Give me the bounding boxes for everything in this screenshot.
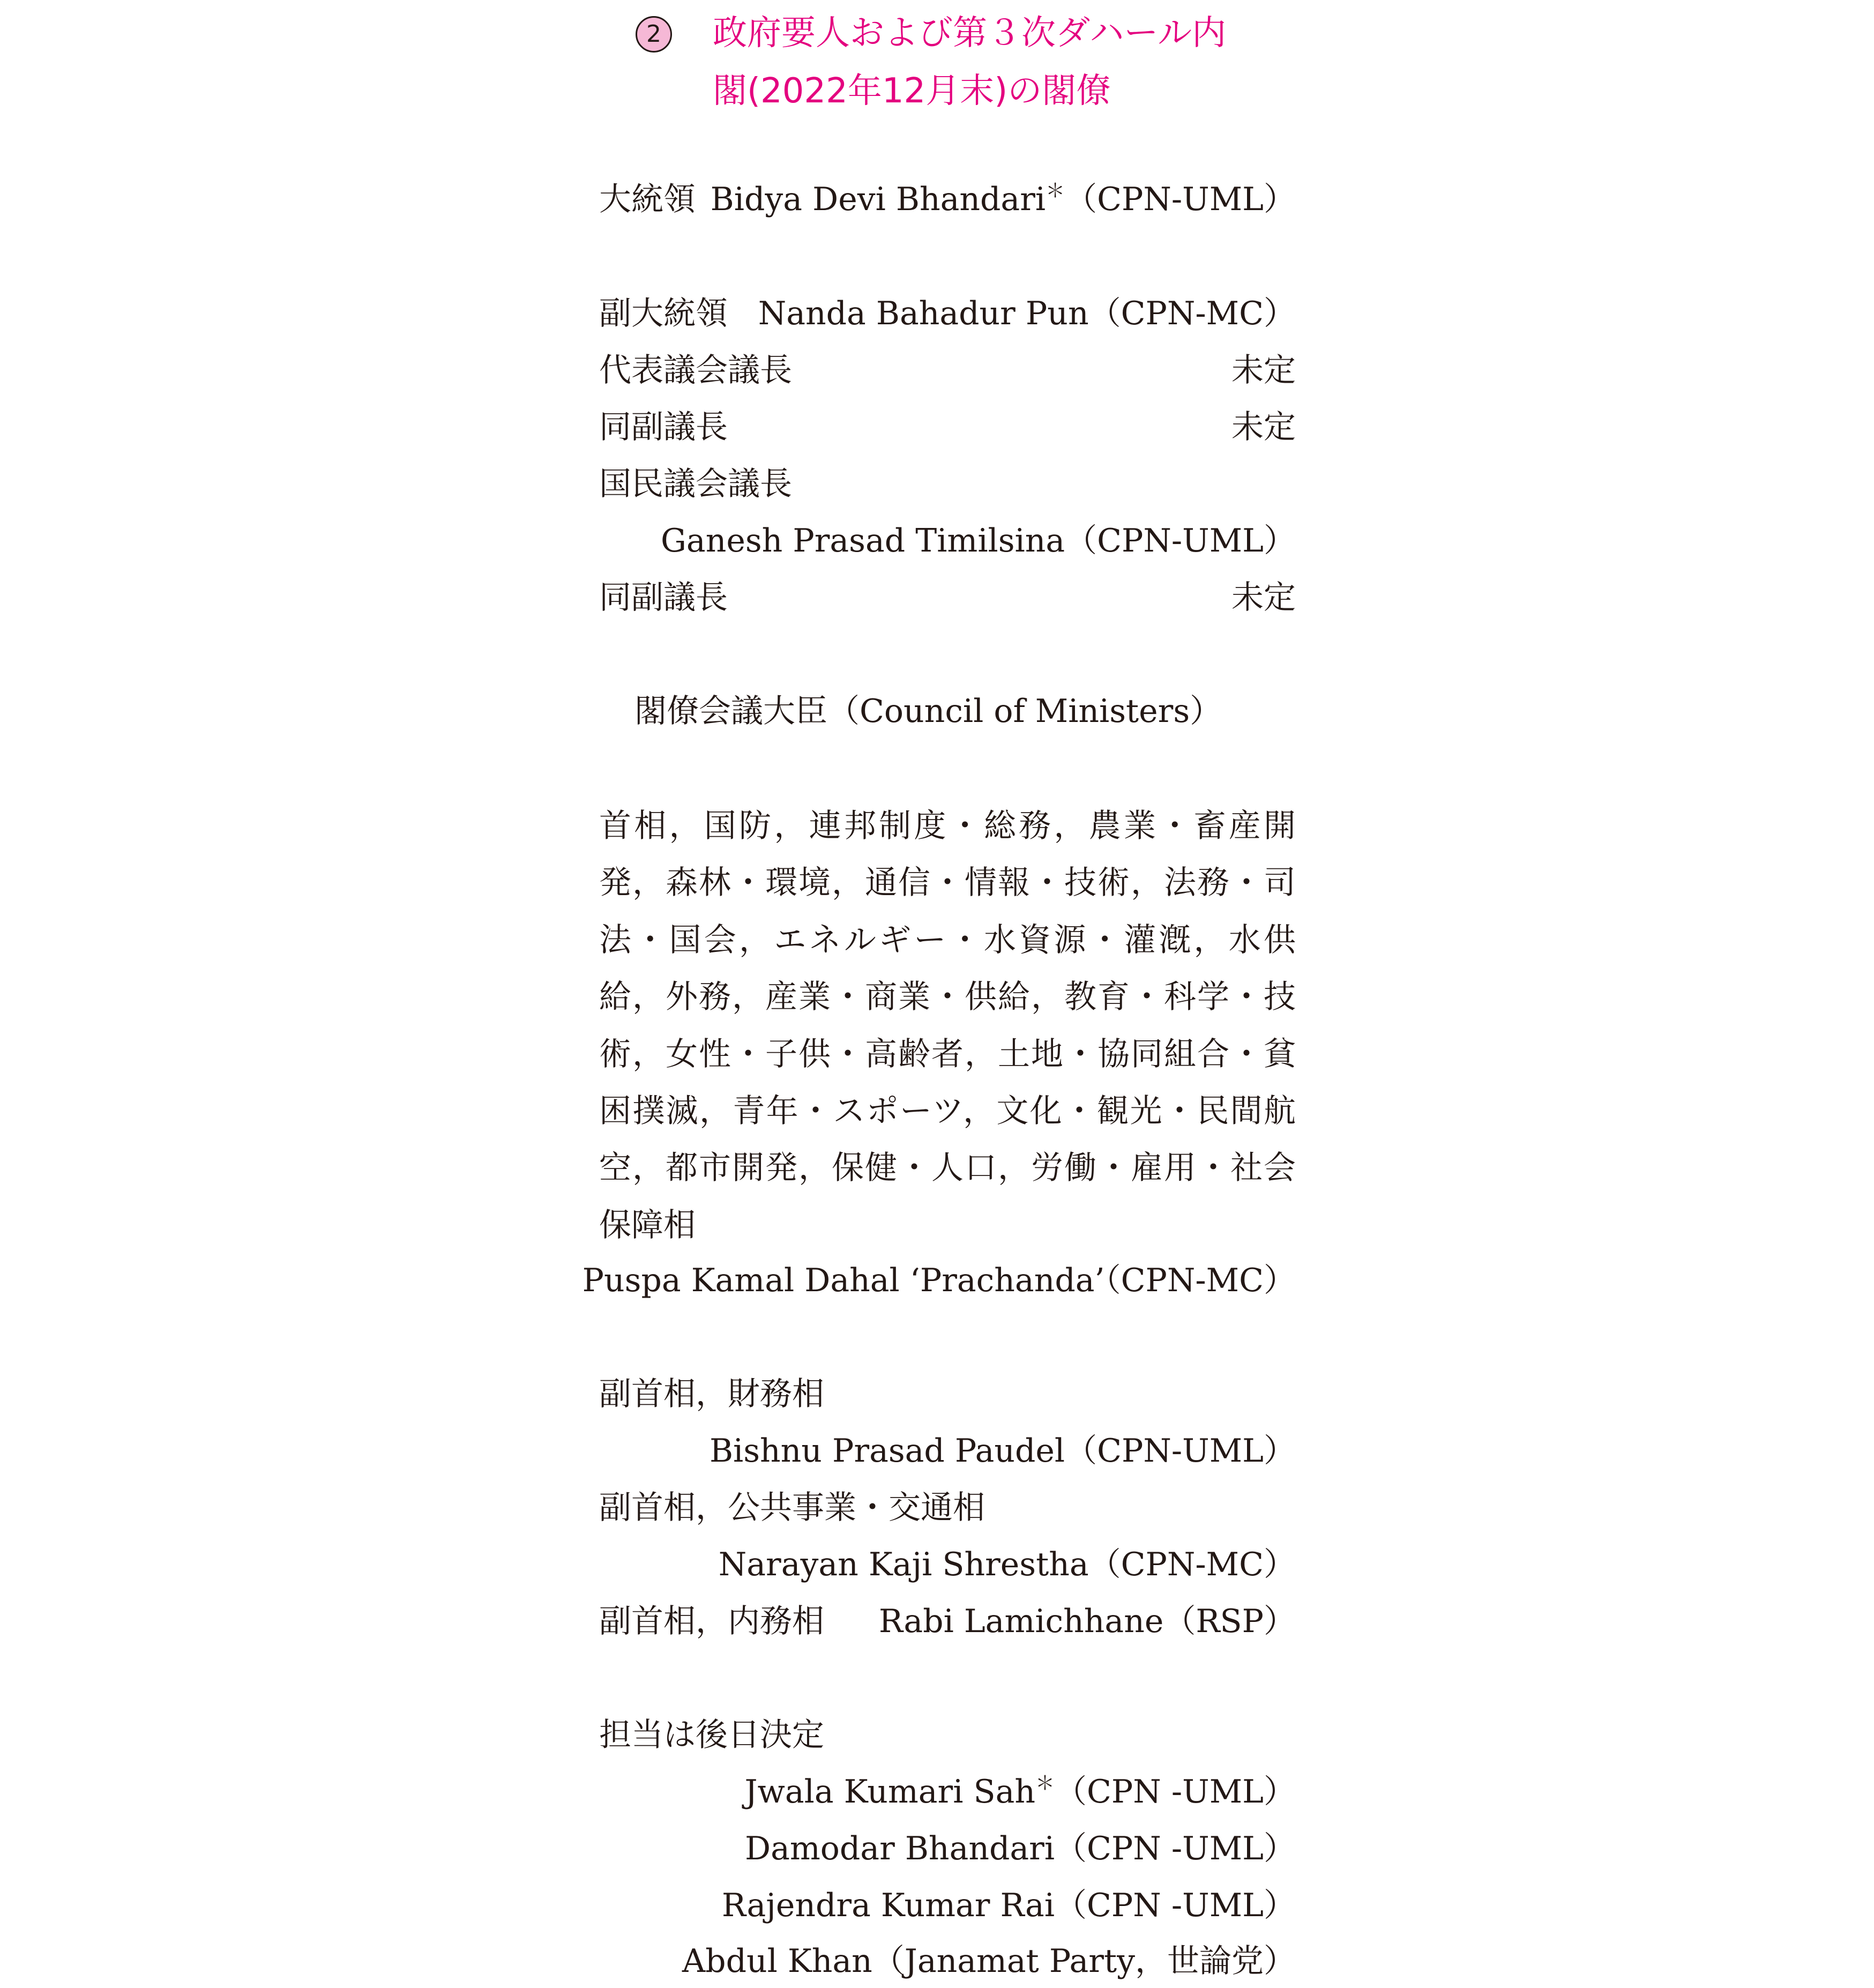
section-title-line1: 政府要人および第３次ダハール内 xyxy=(713,13,1227,53)
tbd-mark-1: ＊ xyxy=(1035,1773,1055,1795)
hor-speaker-row xyxy=(599,344,1296,397)
tbd-name-2: Damodar Bhandari（CPN -UML） xyxy=(745,1830,1296,1867)
section-number-badge: 2 xyxy=(636,16,672,53)
pm-portfolios: 首相，国防，連邦制度・総務，農業・畜産開発，森林・環境，通信・情報・技術，法務・司法・国会，エネルギー・水資源・灌漑，水供給，外務，産業・商業・供給，教育・科学・技術，女性・子供・高齢者，土地・協同組合・貧困撲滅，青年・スポーツ，文化・観光・民間航空，都市開発，保健・人口，労働・雇用・社会保障相 xyxy=(599,807,1296,1244)
na-chair-name: Ganesh Prasad Timilsina（CPN-UML） xyxy=(661,522,1296,560)
dpm-infra-title-row xyxy=(599,1481,1296,1535)
president-title: 大統領 xyxy=(599,181,696,218)
president-mark: ＊ xyxy=(1046,180,1065,202)
tbd-heading-row xyxy=(599,1708,1296,1762)
tbd-row-3 xyxy=(599,1879,1296,1932)
dpm-infra-name: Narayan Kaji Shrestha（CPN-MC） xyxy=(718,1546,1296,1583)
council-heading-row xyxy=(599,684,1296,738)
tbd-heading: 担当は後日決定 xyxy=(599,1716,824,1754)
tbd-name-1: Jwala Kumari Sah xyxy=(744,1773,1035,1811)
na-deputy-title: 同副議長 xyxy=(599,579,728,616)
dpm-infra-name-row xyxy=(599,1538,1296,1591)
hor-deputy-title: 同副議長 xyxy=(599,408,728,446)
pm-name: Puspa Kamal Dahal ‘Prachanda’（CPN-MC） xyxy=(582,1262,1296,1299)
cabinet-document xyxy=(582,0,1296,1988)
na-chair-name-row xyxy=(599,514,1296,568)
council-heading: 閣僚会議大臣（Council of Ministers） xyxy=(634,693,1222,730)
hor-deputy-value: 未定 xyxy=(1231,408,1296,446)
na-deputy-row xyxy=(599,571,1296,624)
hor-speaker-title: 代表議会議長 xyxy=(599,352,792,389)
hor-speaker-value: 未定 xyxy=(1231,352,1296,389)
vice-president-row xyxy=(599,287,1296,340)
tbd-party-1: （CPN -UML） xyxy=(1055,1773,1296,1811)
dpm-finance-name: Bishnu Prasad Paudel（CPN-UML） xyxy=(709,1432,1296,1470)
na-chair-title-row xyxy=(599,457,1296,511)
president-party: （CPN-UML） xyxy=(1065,181,1296,218)
dpm-home-title: 副首相，内務相 xyxy=(599,1603,824,1640)
dpm-infra-title: 副首相，公共事業・交通相 xyxy=(599,1489,985,1527)
president-row xyxy=(599,173,1296,226)
vice-president-title: 副大統領 xyxy=(599,295,728,332)
dpm-home-row xyxy=(599,1595,1296,1648)
tbd-name-4: Abdul Khan（Janamat Party，世論党） xyxy=(682,1942,1296,1980)
dpm-finance-title: 副首相，財務相 xyxy=(599,1375,824,1413)
tbd-name-3: Rajendra Kumar Rai（CPN -UML） xyxy=(721,1887,1296,1924)
section-title-line2: 閣(2022年12月末)の閣僚 xyxy=(713,71,1111,111)
na-chair-title: 国民議会議長 xyxy=(599,465,792,503)
tbd-row-1 xyxy=(599,1765,1296,1819)
vice-president-name: Nanda Bahadur Pun（CPN-MC） xyxy=(758,295,1296,332)
tbd-row-4 xyxy=(599,1934,1296,1988)
dpm-finance-title-row xyxy=(599,1367,1296,1421)
dpm-home-name: Rabi Lamichhane（RSP） xyxy=(878,1603,1296,1640)
president-name-block xyxy=(711,173,1296,226)
tbd-name-1-block xyxy=(745,1765,1296,1819)
tbd-row-2 xyxy=(599,1822,1296,1875)
president-name: Bidya Devi Bhandari xyxy=(710,181,1046,218)
section-heading xyxy=(599,5,1296,113)
na-deputy-value: 未定 xyxy=(1231,579,1296,616)
hor-deputy-row xyxy=(599,400,1296,454)
dpm-finance-name-row xyxy=(599,1424,1296,1478)
pm-name-row xyxy=(582,1254,1296,1307)
